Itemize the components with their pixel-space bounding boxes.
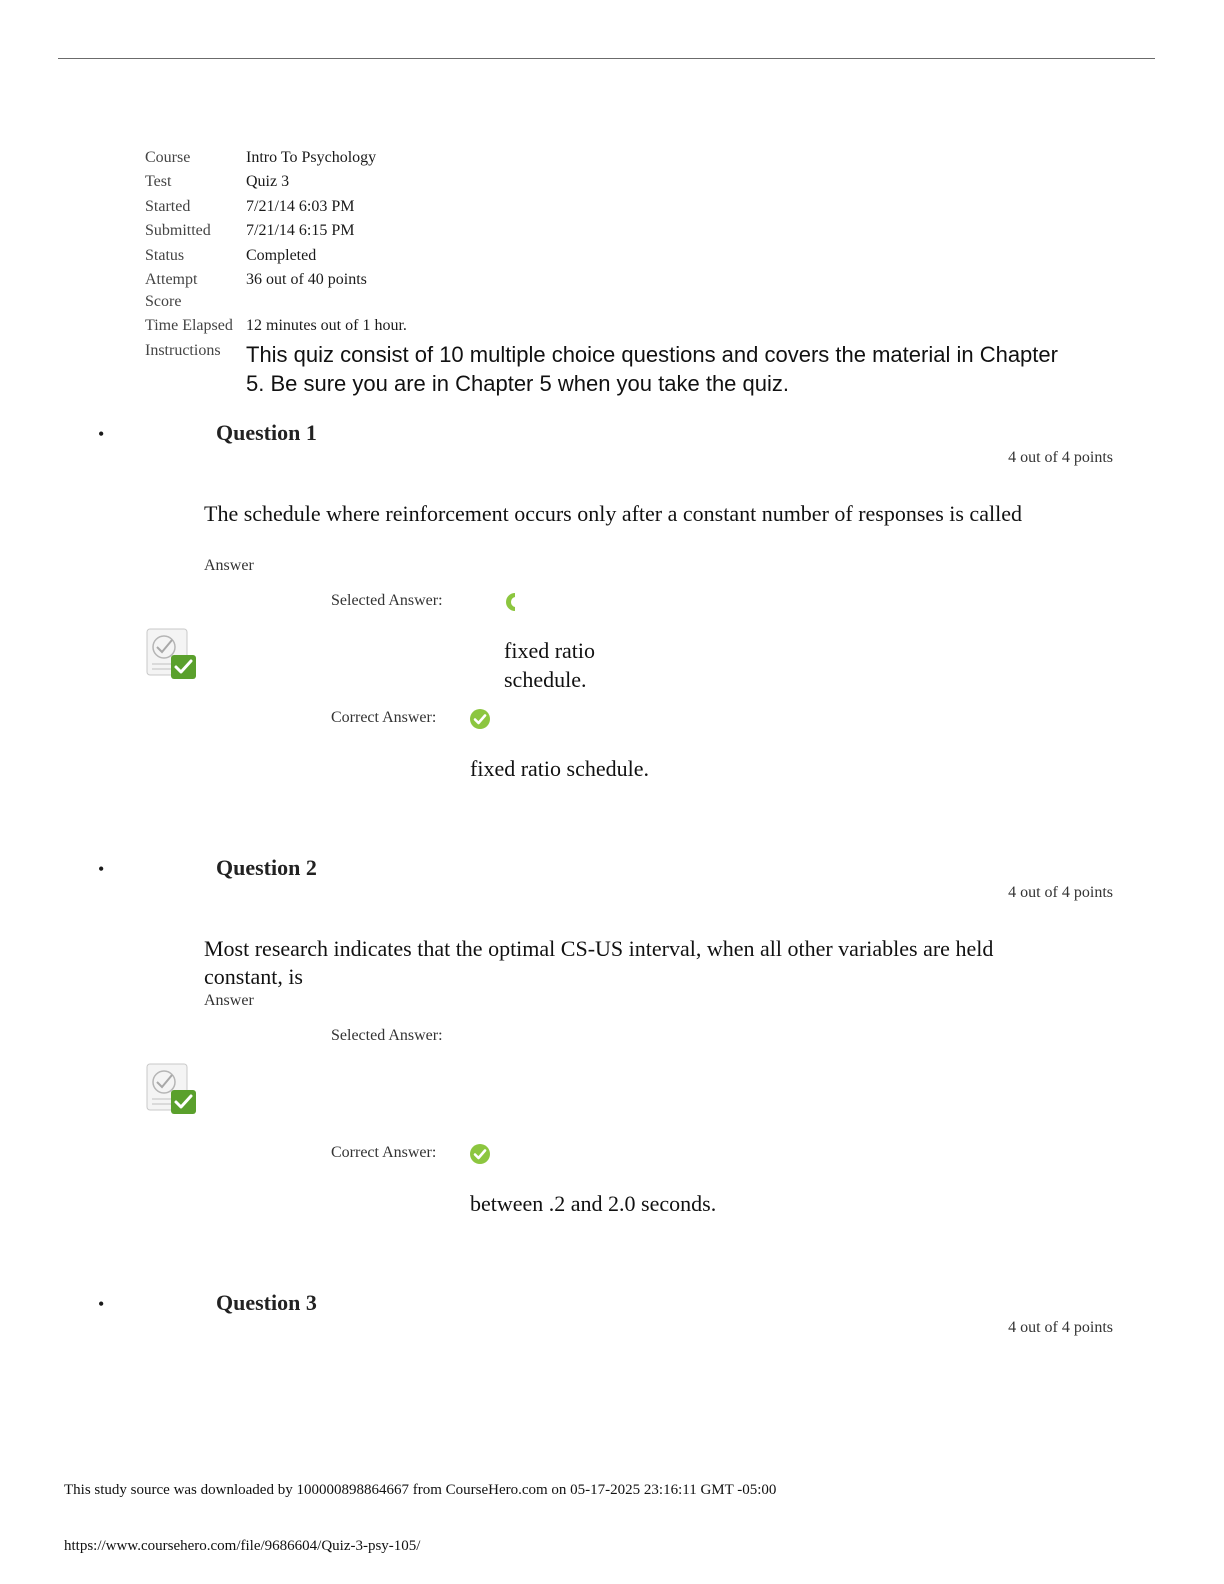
selected-answer-line1: fixed ratio [504,638,596,663]
attempt-score-value: 36 out of 40 points [246,271,367,288]
correct-answer-label: Correct Answer: [331,1144,437,1161]
selected-answer-label: Selected Answer: [331,592,443,609]
correct-answer-label: Correct Answer: [331,709,437,726]
question-title: Question 2 [216,855,317,880]
time-elapsed-label: Time Elapsed [145,317,233,334]
attempt-score-label-line1: Attempt [145,271,198,288]
correct-check-icon [470,1144,490,1164]
correct-answer-text: between .2 and 2.0 seconds. [470,1191,717,1216]
question-text: Most research indicates that the optimal CS-US interval, when all other variables are held constant, is [204,936,994,989]
bullet: • [98,859,105,879]
bullet: • [98,1294,105,1314]
question-points: 4 out of 4 points [1008,449,1113,466]
submitted-value: 7/21/14 6:15 PM [246,222,355,239]
correct-check-icon [470,709,490,729]
status-value: Completed [246,247,317,264]
submitted-label: Submitted [145,222,211,239]
attempt-score-label-line2: Score [145,293,182,310]
instructions-label: Instructions [145,342,221,359]
instructions-text: This quiz consist of 10 multiple choice questions and covers the material in Chapter 5. Be sure you are in Chapter 5 when you take the quiz. [246,342,1058,396]
source-url[interactable]: https://www.coursehero.com/file/9686604/Quiz-3-psy-105/ [64,1538,421,1554]
answer-label: Answer [204,992,254,1009]
correct-status-icon [146,1063,198,1115]
course-label: Course [145,149,191,166]
question-points: 4 out of 4 points [1008,884,1113,901]
selected-check-icon [503,592,517,612]
answer-label: Answer [204,557,254,574]
test-label: Test [145,173,172,190]
download-notice: This study source was downloaded by 100000898864667 from CourseHero.com on 05-17-2025 23:16:11 GMT -05:00 [64,1482,777,1498]
course-value: Intro To Psychology [246,149,377,166]
status-label: Status [145,247,185,264]
correct-answer-text: fixed ratio schedule. [470,756,649,781]
started-value: 7/21/14 6:03 PM [246,198,355,215]
test-value: Quiz 3 [246,173,290,190]
selected-answer-label: Selected Answer: [331,1027,443,1044]
correct-status-icon [146,628,198,680]
question-title: Question 3 [216,1290,317,1315]
selected-answer-line2: schedule. [504,667,587,692]
question-text: The schedule where reinforcement occurs only after a constant number of responses is called [204,501,1022,526]
started-label: Started [145,198,191,215]
question-points: 4 out of 4 points [1008,1319,1113,1336]
time-elapsed-value: 12 minutes out of 1 hour. [246,317,407,334]
header-rule [58,58,1155,59]
bullet: • [98,424,105,444]
question-title: Question 1 [216,420,317,445]
